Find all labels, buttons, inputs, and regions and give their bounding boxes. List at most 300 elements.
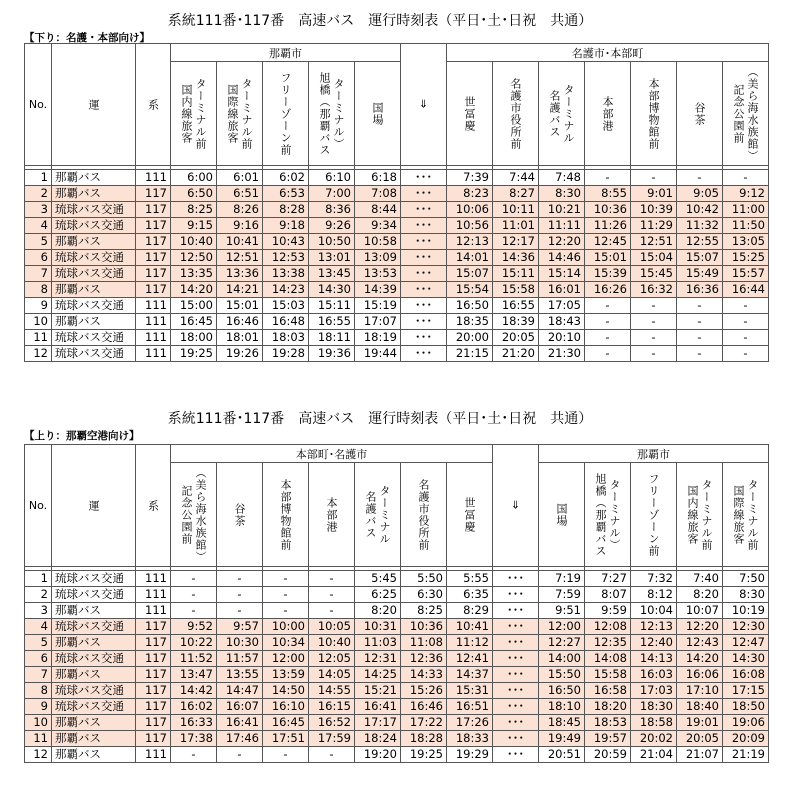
operator-name: 那覇バス	[52, 186, 136, 202]
departure-time: 17:51	[263, 731, 309, 747]
departure-time: 8:25	[171, 202, 217, 218]
departure-time: 13:53	[355, 266, 401, 282]
departure-time: 6:02	[263, 170, 309, 186]
departure-time: 13:38	[263, 266, 309, 282]
stop-name: 記念公園前	[180, 484, 193, 545]
departure-time: 18:33	[447, 731, 493, 747]
departure-time: 14:46	[539, 250, 585, 266]
departure-time: 20:51	[539, 747, 585, 763]
departure-time: 12:30	[723, 619, 769, 635]
stop-name: ターミナル	[378, 484, 391, 545]
departure-time: -	[631, 314, 677, 330]
row-number: 9	[25, 699, 52, 715]
departure-time: 11:03	[355, 635, 401, 651]
departure-time: 19:25	[401, 747, 447, 763]
stop-name: 本部港	[601, 95, 614, 132]
departure-time: ･･･	[401, 282, 447, 298]
departure-time: -	[723, 298, 769, 314]
departure-time: 15:07	[677, 250, 723, 266]
departure-time: 7:40	[677, 571, 723, 587]
operator-name: 那覇バス	[52, 170, 136, 186]
departure-time: ･･･	[493, 571, 539, 587]
route-number: 111	[136, 346, 171, 362]
departure-time: 12:00	[539, 619, 585, 635]
stop-header	[217, 463, 263, 567]
stop-header	[539, 463, 585, 567]
departure-time: 13:36	[217, 266, 263, 282]
stop-header	[677, 62, 723, 166]
departure-time: 6:30	[401, 587, 447, 603]
departure-time: 9:01	[631, 186, 677, 202]
route-number: 111	[136, 571, 171, 587]
stop-name: 世冨慶	[463, 496, 476, 533]
operator-name: 那覇バス	[52, 603, 136, 619]
departure-time: 15:54	[447, 282, 493, 298]
departure-time: 12:43	[677, 635, 723, 651]
operator-name: 琉球バス交通	[52, 651, 136, 667]
departure-time: 18:00	[171, 330, 217, 346]
departure-time: -	[217, 603, 263, 619]
departure-time: 16:50	[539, 683, 585, 699]
table-row	[25, 186, 769, 202]
departure-time: 12:05	[309, 651, 355, 667]
departure-time: 16:41	[355, 699, 401, 715]
departure-time: 17:03	[631, 683, 677, 699]
departure-time: 8:28	[263, 202, 309, 218]
operator-name: 琉球バス交通	[52, 266, 136, 282]
departure-time: 8:23	[447, 186, 493, 202]
stop-header	[631, 463, 677, 567]
departure-time: 9:57	[217, 619, 263, 635]
departure-time: 16:41	[217, 715, 263, 731]
departure-time: 15:14	[539, 266, 585, 282]
departure-time: 11:12	[447, 635, 493, 651]
departure-time: 14:55	[309, 683, 355, 699]
departure-time: -	[309, 603, 355, 619]
departure-time: -	[631, 330, 677, 346]
departure-time: 7:59	[539, 587, 585, 603]
departure-time: 6:50	[171, 186, 217, 202]
departure-time: 16:51	[447, 699, 493, 715]
departure-time: 16:46	[217, 314, 263, 330]
departure-time: 16:48	[263, 314, 309, 330]
departure-time: 17:15	[723, 683, 769, 699]
up-direction-label: 【上り：那覇空港向け】	[24, 430, 140, 442]
departure-time: 14:00	[539, 651, 585, 667]
table-row	[25, 234, 769, 250]
departure-time: 12:20	[677, 619, 723, 635]
departure-time: -	[677, 346, 723, 362]
departure-time: 5:45	[355, 571, 401, 587]
departure-time: 16:06	[677, 667, 723, 683]
stop-name: 谷茶	[233, 502, 246, 527]
departure-time: 16:50	[447, 298, 493, 314]
departure-time: -	[171, 603, 217, 619]
departure-time: -	[585, 314, 631, 330]
departure-time: 13:35	[171, 266, 217, 282]
departure-time: 18:43	[539, 314, 585, 330]
departure-time: 16:36	[677, 282, 723, 298]
departure-time: 7:19	[539, 571, 585, 587]
departure-time: 10:36	[401, 619, 447, 635]
departure-time: 17:22	[401, 715, 447, 731]
down-timetable	[24, 43, 769, 362]
departure-time: 15:11	[493, 266, 539, 282]
departure-time: 8:44	[355, 202, 401, 218]
departure-time: 10:21	[539, 202, 585, 218]
departure-time: 9:16	[217, 218, 263, 234]
departure-time: 20:09	[723, 731, 769, 747]
departure-time: 10:56	[447, 218, 493, 234]
departure-time: ･･･	[401, 314, 447, 330]
departure-time: 12:13	[447, 234, 493, 250]
operator-name: 那覇バス	[52, 731, 136, 747]
header-route	[136, 44, 171, 166]
departure-time: 6:51	[217, 186, 263, 202]
route-number: 117	[136, 715, 171, 731]
departure-time: 6:53	[263, 186, 309, 202]
up-timetable-title: 系統111番･117番 高速バス 運行時刻表（平日･土･日祝 共通）	[167, 411, 593, 427]
departure-time: 17:38	[171, 731, 217, 747]
row-number: 2	[25, 587, 52, 603]
departure-time: -	[263, 571, 309, 587]
route-number: 117	[136, 282, 171, 298]
departure-time: 12:45	[585, 234, 631, 250]
departure-time: 18:24	[355, 731, 401, 747]
departure-time: 6:10	[309, 170, 355, 186]
departure-time: 12:47	[723, 635, 769, 651]
departure-time: 19:25	[171, 346, 217, 362]
stop-header	[447, 463, 493, 567]
departure-time: 18:40	[677, 699, 723, 715]
stop-name: 本部博物館前	[279, 478, 292, 551]
stop-group-right: 那覇市	[539, 445, 769, 463]
departure-time: 19:57	[585, 731, 631, 747]
departure-time: 15:58	[585, 667, 631, 683]
stop-name: 名護バス	[548, 89, 561, 138]
departure-time: ･･･	[401, 330, 447, 346]
departure-time: ･･･	[401, 234, 447, 250]
departure-time: 10:06	[447, 202, 493, 218]
operator-name: 琉球バス交通	[52, 346, 136, 362]
row-number: 3	[25, 202, 52, 218]
departure-time: 21:19	[723, 747, 769, 763]
departure-time: 12:20	[539, 234, 585, 250]
departure-time: 15:00	[171, 298, 217, 314]
departure-time: 18:35	[447, 314, 493, 330]
departure-time: 9:18	[263, 218, 309, 234]
departure-time: -	[217, 571, 263, 587]
route-number: 111	[136, 747, 171, 763]
departure-time: 9:26	[309, 218, 355, 234]
departure-time: 15:04	[631, 250, 677, 266]
departure-time: 14:08	[585, 651, 631, 667]
departure-time: 6:01	[217, 170, 263, 186]
departure-time: -	[263, 587, 309, 603]
row-number: 7	[25, 667, 52, 683]
table-row	[25, 715, 769, 731]
row-number: 5	[25, 234, 52, 250]
stop-name: 国際線旅客	[226, 83, 239, 144]
departure-time: 16:52	[309, 715, 355, 731]
departure-time: 10:58	[355, 234, 401, 250]
departure-time: -	[631, 170, 677, 186]
stop-name: ターミナル前	[700, 478, 713, 551]
departure-time: 12:36	[401, 651, 447, 667]
stop-name: フリーゾーン前	[279, 71, 292, 156]
departure-time: 14:50	[263, 683, 309, 699]
route-number: 117	[136, 731, 171, 747]
direction-arrow	[401, 44, 447, 166]
departure-time: 15:50	[539, 667, 585, 683]
stop-group-left: 那覇市	[171, 44, 401, 62]
stop-header	[217, 62, 263, 166]
departure-time: -	[723, 170, 769, 186]
stop-name: ターミナル）	[608, 478, 621, 551]
departure-time: 7:44	[493, 170, 539, 186]
header-company	[52, 44, 136, 166]
departure-time: 5:55	[447, 571, 493, 587]
departure-time: 20:10	[539, 330, 585, 346]
table-row	[25, 683, 769, 699]
operator-name: 琉球バス交通	[52, 250, 136, 266]
departure-time: 7:32	[631, 571, 677, 587]
departure-time: 15:49	[677, 266, 723, 282]
route-number: 117	[136, 186, 171, 202]
row-number: 11	[25, 731, 52, 747]
stop-name: （美ら海水族館）	[746, 65, 759, 162]
departure-time: 12:08	[585, 619, 631, 635]
table-row	[25, 218, 769, 234]
departure-time: -	[309, 747, 355, 763]
departure-time: 10:42	[677, 202, 723, 218]
operator-name: 那覇バス	[52, 747, 136, 763]
stop-header	[723, 463, 769, 567]
departure-time: 18:28	[401, 731, 447, 747]
route-number: 117	[136, 234, 171, 250]
route-number: 117	[136, 667, 171, 683]
departure-time: 11:57	[217, 651, 263, 667]
table-row	[25, 282, 769, 298]
row-number: 7	[25, 266, 52, 282]
departure-time: 17:26	[447, 715, 493, 731]
departure-time: 21:04	[631, 747, 677, 763]
departure-time: 18:45	[539, 715, 585, 731]
departure-time: ･･･	[493, 603, 539, 619]
stop-name: 国内線旅客	[180, 83, 193, 144]
route-number: 117	[136, 202, 171, 218]
departure-time: 8:36	[309, 202, 355, 218]
stop-name: 本部港	[325, 496, 338, 533]
operator-name: 琉球バス交通	[52, 330, 136, 346]
departure-time: 10:22	[171, 635, 217, 651]
departure-time: 9:52	[171, 619, 217, 635]
departure-time: 12:17	[493, 234, 539, 250]
departure-time: 14:21	[217, 282, 263, 298]
stop-header	[309, 62, 355, 166]
departure-time: 6:35	[447, 587, 493, 603]
route-number: 117	[136, 651, 171, 667]
departure-time: 15:58	[493, 282, 539, 298]
departure-time: 18:11	[309, 330, 355, 346]
departure-time: 16:26	[585, 282, 631, 298]
stop-name: ターミナル）	[332, 77, 345, 150]
departure-time: 8:20	[355, 603, 401, 619]
stop-header	[355, 62, 401, 166]
departure-time: 14:25	[355, 667, 401, 683]
departure-time: 15:45	[631, 266, 677, 282]
table-row	[25, 603, 769, 619]
departure-time: 14:37	[447, 667, 493, 683]
departure-time: 13:09	[355, 250, 401, 266]
header-company-text: 運	[87, 499, 100, 512]
departure-time: 16:15	[309, 699, 355, 715]
operator-name: 那覇バス	[52, 282, 136, 298]
departure-time: 15:57	[723, 266, 769, 282]
departure-time: 10:40	[309, 635, 355, 651]
stop-name: 本部博物館前	[647, 77, 660, 150]
row-number: 3	[25, 603, 52, 619]
departure-time: 13:05	[723, 234, 769, 250]
departure-time: 16:45	[263, 715, 309, 731]
table-row	[25, 651, 769, 667]
departure-time: 16:45	[171, 314, 217, 330]
row-number: 12	[25, 346, 52, 362]
departure-time: 8:30	[723, 587, 769, 603]
row-number: 1	[25, 571, 52, 587]
departure-time: 6:00	[171, 170, 217, 186]
departure-time: 11:00	[723, 202, 769, 218]
table-row	[25, 314, 769, 330]
departure-time: 8:29	[447, 603, 493, 619]
departure-time: 18:53	[585, 715, 631, 731]
route-number: 117	[136, 250, 171, 266]
table-row	[25, 619, 769, 635]
departure-time: ･･･	[493, 651, 539, 667]
stop-name: 名護市役所前	[417, 478, 430, 551]
departure-time: ･･･	[493, 747, 539, 763]
departure-time: 17:59	[309, 731, 355, 747]
route-number: 111	[136, 587, 171, 603]
departure-time: 14:23	[263, 282, 309, 298]
stop-header	[171, 463, 217, 567]
route-number: 117	[136, 683, 171, 699]
departure-time: 10:30	[217, 635, 263, 651]
stop-name: 記念公園前	[732, 83, 745, 144]
departure-time: 10:00	[263, 619, 309, 635]
departure-time: 16:58	[585, 683, 631, 699]
departure-time: 6:18	[355, 170, 401, 186]
departure-time: 16:07	[217, 699, 263, 715]
table-row	[25, 266, 769, 282]
departure-time: ･･･	[493, 731, 539, 747]
down-timetable-title: 系統111番･117番 高速バス 運行時刻表（平日･土･日祝 共通）	[167, 13, 593, 29]
stop-header	[539, 62, 585, 166]
departure-time: 10:11	[493, 202, 539, 218]
departure-time: -	[723, 314, 769, 330]
departure-time: 15:03	[263, 298, 309, 314]
departure-time: 19:20	[355, 747, 401, 763]
header-route-text: 系	[146, 499, 160, 512]
departure-time: 8:07	[585, 587, 631, 603]
departure-time: ･･･	[401, 266, 447, 282]
departure-time: 16:03	[631, 667, 677, 683]
departure-time: 16:08	[723, 667, 769, 683]
table-row	[25, 202, 769, 218]
departure-time: 13:45	[309, 266, 355, 282]
departure-time: 21:20	[493, 346, 539, 362]
departure-time: ･･･	[401, 250, 447, 266]
header-company-text: 運	[87, 98, 100, 111]
departure-time: 9:12	[723, 186, 769, 202]
stop-header	[585, 463, 631, 567]
row-number: 6	[25, 250, 52, 266]
departure-time: 12:53	[263, 250, 309, 266]
departure-time: 17:10	[677, 683, 723, 699]
departure-time: 14:33	[401, 667, 447, 683]
row-number: 11	[25, 330, 52, 346]
route-number: 111	[136, 330, 171, 346]
departure-time: 10:39	[631, 202, 677, 218]
departure-time: 14:13	[631, 651, 677, 667]
departure-time: 16:33	[171, 715, 217, 731]
departure-time: 19:06	[723, 715, 769, 731]
departure-time: ･･･	[493, 715, 539, 731]
departure-time: 21:07	[677, 747, 723, 763]
stop-header	[263, 62, 309, 166]
departure-time: 10:07	[677, 603, 723, 619]
row-number: 12	[25, 747, 52, 763]
departure-time: ･･･	[493, 587, 539, 603]
departure-time: 12:35	[585, 635, 631, 651]
direction-arrow	[493, 445, 539, 567]
departure-time: 11:32	[677, 218, 723, 234]
stop-header	[723, 62, 769, 166]
stop-name: ターミナル前	[240, 77, 253, 150]
route-number: 111	[136, 170, 171, 186]
departure-time: 12:27	[539, 635, 585, 651]
departure-time: 7:00	[309, 186, 355, 202]
table-row	[25, 298, 769, 314]
departure-time: 15:26	[401, 683, 447, 699]
departure-time: 20:05	[493, 330, 539, 346]
departure-time: 19:28	[263, 346, 309, 362]
departure-time: 18:39	[493, 314, 539, 330]
departure-time: 16:32	[631, 282, 677, 298]
departure-time: 5:50	[401, 571, 447, 587]
departure-time: ･･･	[401, 202, 447, 218]
stop-group-right: 名護市･本部町	[447, 44, 769, 62]
departure-time: 8:55	[585, 186, 631, 202]
down-direction-label: 【下り：名護・本部向け】	[24, 32, 150, 44]
operator-name: 琉球バス交通	[52, 571, 136, 587]
departure-time: ･･･	[401, 298, 447, 314]
table-row	[25, 571, 769, 587]
departure-time: -	[631, 298, 677, 314]
row-number: 10	[25, 314, 52, 330]
stop-header	[447, 62, 493, 166]
departure-time: ･･･	[493, 699, 539, 715]
departure-time: -	[217, 747, 263, 763]
departure-time: -	[263, 747, 309, 763]
departure-time: -	[677, 170, 723, 186]
route-number: 117	[136, 619, 171, 635]
departure-time: 18:20	[585, 699, 631, 715]
departure-time: 18:10	[539, 699, 585, 715]
departure-time: ･･･	[493, 683, 539, 699]
departure-time: -	[631, 346, 677, 362]
operator-name: 琉球バス交通	[52, 218, 136, 234]
